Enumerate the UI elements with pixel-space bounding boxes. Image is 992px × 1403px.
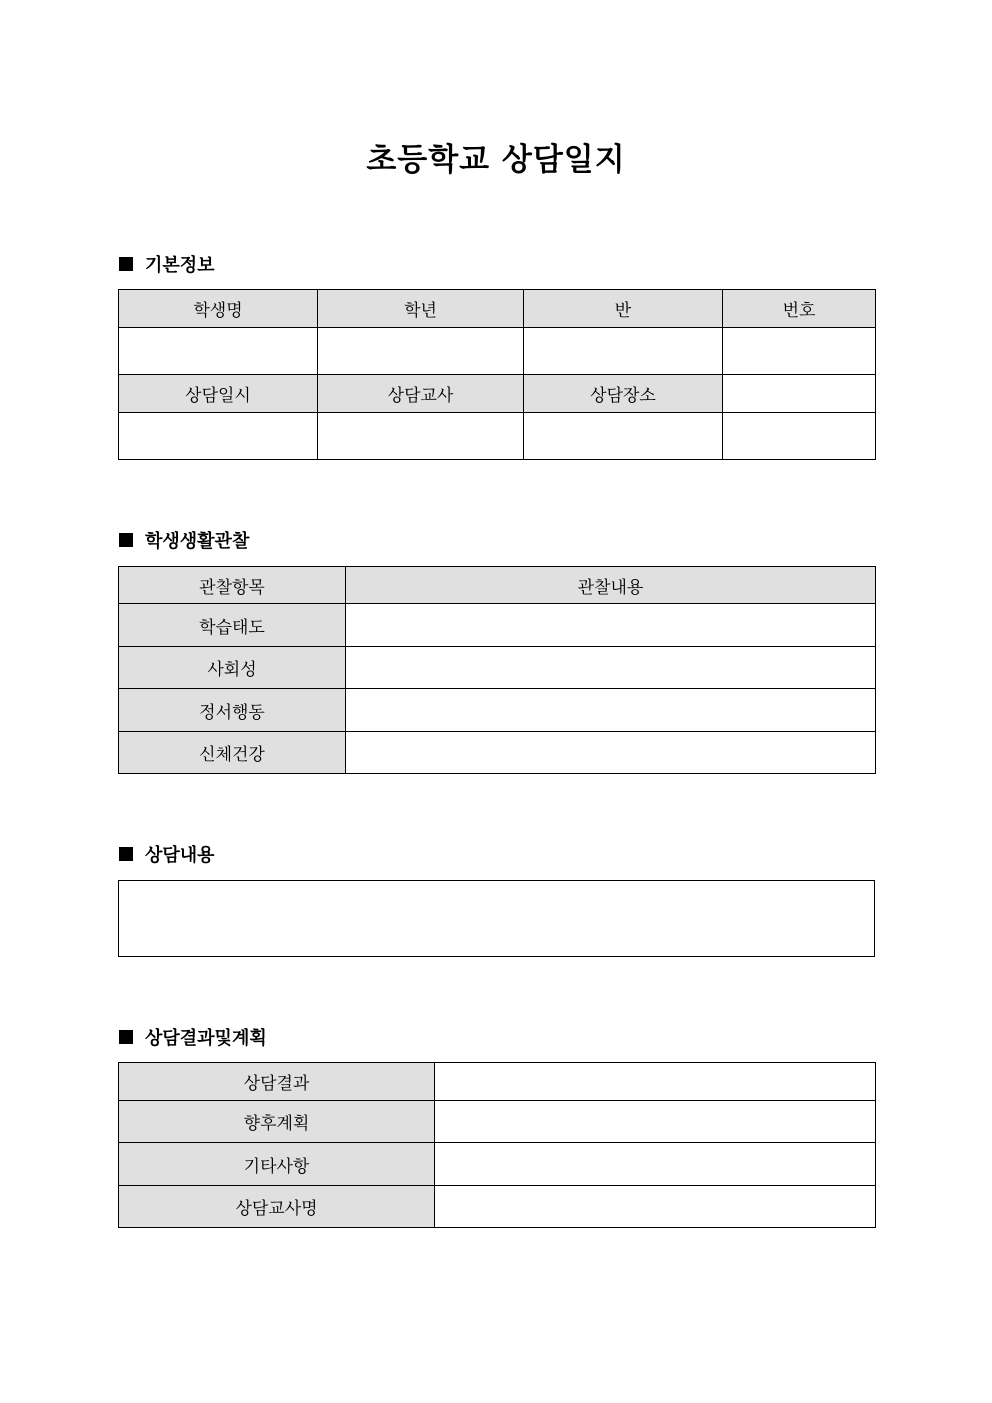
square-bullet-icon	[119, 1030, 133, 1044]
square-bullet-icon	[119, 533, 133, 547]
label-teacher-name: 상담교사명	[119, 1186, 435, 1228]
field-student-name[interactable]	[119, 328, 318, 375]
empty-cell	[723, 375, 876, 413]
header-observation-content: 관찰내용	[346, 567, 876, 604]
field-number[interactable]	[723, 328, 876, 375]
section-heading-basic-info	[119, 252, 215, 276]
section-heading-label: 학생생활관찰	[145, 531, 250, 552]
section-heading-result	[119, 1025, 267, 1049]
section-heading-observation	[119, 528, 249, 552]
field-extra[interactable]	[723, 413, 876, 460]
field-teacher-name[interactable]	[435, 1186, 876, 1228]
field-counsel-teacher[interactable]	[318, 413, 524, 460]
label-physical-health: 신체건강	[119, 732, 346, 774]
field-counsel-datetime[interactable]	[119, 413, 318, 460]
header-observation-item: 관찰항목	[119, 567, 346, 604]
label-grade: 학년	[318, 290, 524, 328]
section-heading-label: 상담결과및계획	[145, 1028, 267, 1049]
section-heading-label: 상담내용	[145, 845, 215, 866]
label-counsel-teacher: 상담교사	[318, 375, 524, 413]
field-counsel-result[interactable]	[435, 1063, 876, 1101]
square-bullet-icon	[119, 847, 133, 861]
label-student-name: 학생명	[119, 290, 318, 328]
section-heading-content	[119, 842, 215, 866]
observation-table	[118, 566, 876, 774]
result-table	[118, 1062, 876, 1228]
field-future-plan[interactable]	[435, 1101, 876, 1143]
document-title: 초등학교 상담일지	[366, 142, 626, 178]
label-number: 번호	[723, 290, 876, 328]
field-physical-health[interactable]	[346, 732, 876, 774]
field-other-notes[interactable]	[435, 1143, 876, 1186]
counsel-content-field[interactable]	[118, 880, 875, 957]
label-other-notes: 기타사항	[119, 1143, 435, 1186]
field-grade[interactable]	[318, 328, 524, 375]
label-learning-attitude: 학습태도	[119, 604, 346, 647]
section-heading-label: 기본정보	[145, 255, 215, 276]
field-sociality[interactable]	[346, 647, 876, 689]
field-class[interactable]	[524, 328, 723, 375]
label-counsel-datetime: 상담일시	[119, 375, 318, 413]
label-emotional-behavior: 정서행동	[119, 689, 346, 732]
label-future-plan: 향후계획	[119, 1101, 435, 1143]
label-class: 반	[524, 290, 723, 328]
field-emotional-behavior[interactable]	[346, 689, 876, 732]
basic-info-table	[118, 289, 876, 460]
label-sociality: 사회성	[119, 647, 346, 689]
field-learning-attitude[interactable]	[346, 604, 876, 647]
label-counsel-result: 상담결과	[119, 1063, 435, 1101]
square-bullet-icon	[119, 257, 133, 271]
label-counsel-place: 상담장소	[524, 375, 723, 413]
field-counsel-place[interactable]	[524, 413, 723, 460]
